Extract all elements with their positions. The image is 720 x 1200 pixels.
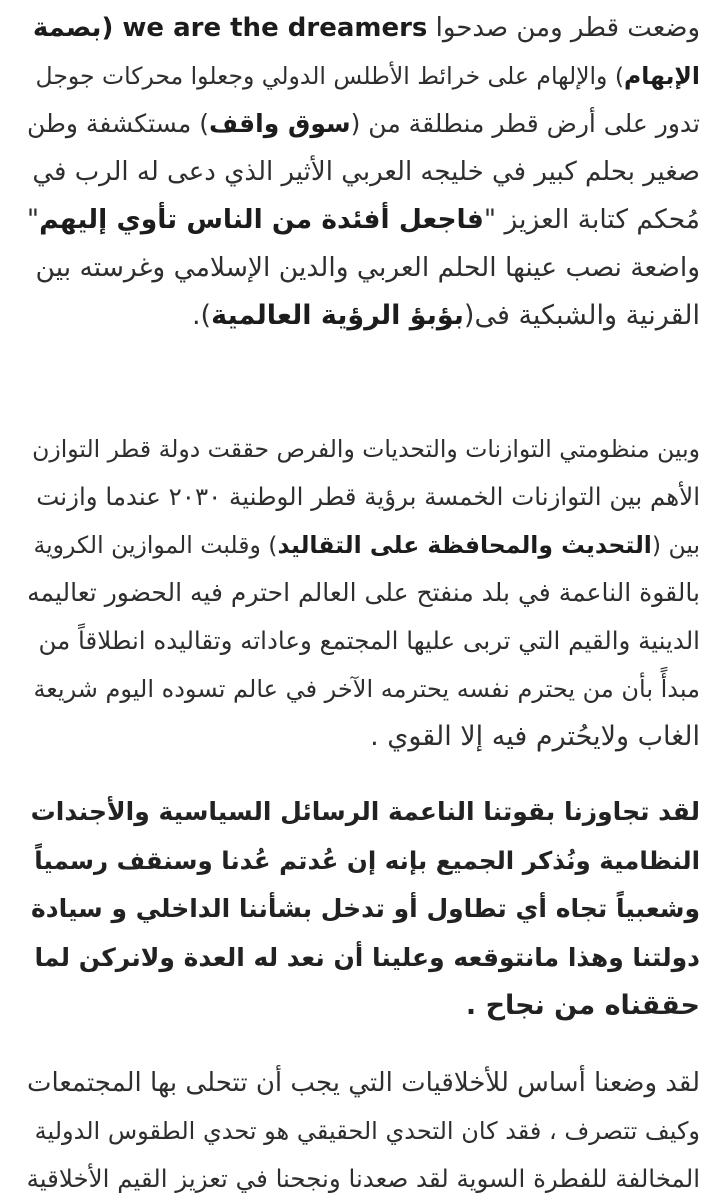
text-segment: بين (: [651, 531, 700, 559]
text-segment: ": [26, 204, 40, 235]
paragraph-ethics: [28, 1059, 700, 1200]
text-line: دولتنا وهذا مانتوقعه وعلينا أن نعد له العدة ولانركن لما: [34, 942, 700, 972]
text-segment: (بصمة: [32, 13, 123, 43]
text-line: حققناه من نجاح .: [465, 990, 700, 1021]
text-line: لقد وضعنا أساس للأخلاقيات التي يجب أن تتحلى بها المجتمعات: [26, 1068, 700, 1098]
text-line: وبين منظومتي التوازنات والتحديات والفرص حققت دولة قطر التوازن: [32, 435, 700, 463]
text-line: مبدأً بأن من يحترم نفسه يحترمه الآخر في عالم تسوده اليوم شريعة: [33, 675, 700, 703]
quran-quote: فاجعل أفئدة من الناس تأوي إليهم: [39, 204, 484, 235]
english-phrase: we are the dreamers: [122, 13, 428, 43]
text-line: وشعبياً تجاه أي تطاول أو تدخل بشأننا الداخلي و سيادة: [30, 894, 700, 923]
text-segment: ) وقلبت الموازين الكروية: [33, 531, 278, 559]
text-line: [28, 4, 700, 52]
text-segment: ) مستكشفة وطن: [26, 109, 210, 138]
text-line: الأهم بين التوازنات الخمسة برؤية قطر الوطنية ٢٠٣٠ عندما وازنت: [36, 482, 700, 511]
text-segment: ).: [191, 300, 212, 331]
paragraph-qatar-dreamers: [28, 4, 700, 340]
text-line: [28, 100, 700, 148]
text-line: صغير بحلم كبير في خليجه العربي الأثير الذي دعى له الرب في: [32, 157, 700, 187]
text-segment: مُحكم كتابة العزيز ": [483, 204, 700, 235]
text-segment: القرنية والشبكية فى(: [463, 300, 700, 331]
text-line: وكيف تتصرف ، فقد كان التحدي الحقيقي هو تحدي الطقوس الدولية: [34, 1117, 700, 1145]
text-segment: تدور على أرض قطر منطلقة من (: [350, 109, 700, 138]
paragraph-soft-power: [28, 788, 700, 1031]
text-line: بالقوة الناعمة في بلد منفتح على العالم احترم فيه الحضور تعاليمه: [27, 578, 700, 607]
text-line: الغاب ولايحُترم فيه إلا القوي .: [370, 721, 700, 752]
text-segment: ) والإلهام على خرائط الأطلس الدولي وجعلوا محركات جوجل: [35, 62, 625, 90]
text-line: [28, 292, 700, 340]
text-line: المخالفة للفطرة السوية لقد صعدنا ونجحنا في تعزيز القيم الأخلاقية: [26, 1164, 700, 1193]
paragraph-balances: [28, 425, 700, 761]
text-line: [28, 521, 700, 569]
bold-phrase: الإبهام: [624, 62, 700, 90]
text-line: الدينية والقيم التي تربى عليها المجتمع وعاداته وتقاليده انطلاقاً من: [38, 626, 700, 655]
text-line: [28, 52, 700, 100]
text-line: واضعة نصب عينها الحلم العربي والدين الإسلامي وغرسته بين: [35, 252, 700, 283]
bold-phrase: سوق واقف: [209, 109, 351, 138]
text-line: النظامية ونُذكر الجميع بإنه إن عُدتم عُدنا وسنقف رسمياً: [34, 845, 700, 875]
text-segment: وضعت قطر ومن صدحوا: [427, 13, 700, 43]
bold-phrase: التحديث والمحافظة على التقاليد: [277, 531, 652, 559]
text-line: لقد تجاوزنا بقوتنا الناعمة الرسائل السياسية والأجندات: [30, 797, 700, 826]
text-line: [28, 196, 700, 244]
bold-phrase: بؤبؤ الرؤية العالمية: [211, 300, 464, 331]
